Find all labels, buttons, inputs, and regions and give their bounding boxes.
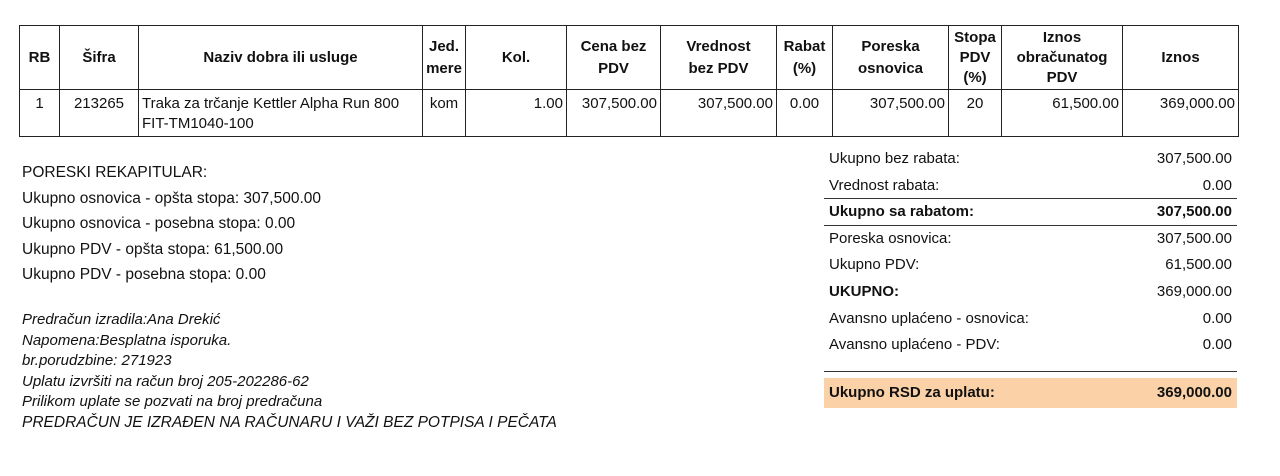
cell-kol: 1.00 [466,90,567,137]
totals-value: 0.00 [1202,309,1232,327]
totals-label: Ukupno PDV: [829,256,920,274]
header-stopa-pdv: Stopa PDV (%) [949,26,1002,90]
cell-rabat: 0.00 [777,90,833,137]
cell-sifra: 213265 [60,90,139,137]
table-header-row [20,26,1239,90]
amount-due-label: Ukupno RSD za uplatu: [829,383,995,401]
validity-note: PREDRAČUN JE IZRAĐEN NA RAČUNARU I VAŽI BEZ POTPISA I PEČATA [22,413,557,431]
totals-value: 307,500.00 [1156,150,1232,167]
note-line: br.porudzbine: 271923 [22,352,172,369]
amount-due-value: 369,000.00 [1156,383,1232,401]
recap-line: Ukupno PDV - posebna stopa: 0.00 [22,266,266,283]
cell-jm: kom [423,90,466,137]
totals-label: Vrednost rabata: [829,176,940,194]
cell-stopa: 20 [949,90,1002,137]
recap-line: Ukupno osnovica - posebna stopa: 0.00 [22,215,296,232]
totals-divider [824,359,1237,372]
header-vrednost: Vrednost bez PDV [661,26,777,90]
recap-title: PORESKI REKAPITULAR: [22,164,208,181]
header-cena: Cena bez PDV [567,26,661,90]
header-naziv: Naziv dobra ili usluge [139,26,423,90]
totals-row [824,306,1237,333]
note-line: Uplatu izvršiti na račun broj 205-202286-62 [22,372,309,390]
totals-row [824,226,1237,253]
header-rb: RB [20,26,60,90]
note-line: Predračun izradila:Ana Drekić [22,311,221,328]
header-poreska-osnovica: Poreska osnovica [833,26,949,90]
note-line: Napomena:Besplatna isporuka. [22,331,232,349]
note-line: Prilikom uplate se pozvati na broj predračuna [22,393,323,410]
totals-row [824,199,1237,226]
header-jed-mere: Jed. mere [423,26,466,90]
totals-row [824,332,1237,359]
totals-value: 307,500.00 [1156,229,1232,247]
totals-row [824,252,1237,279]
totals-value: 307,500.00 [1156,203,1232,221]
recap-line: Ukupno osnovica - opšta stopa: 307,500.00 [22,189,322,207]
header-kol: Kol. [466,26,567,90]
totals-value: 0.00 [1202,336,1232,354]
header-sifra: Šifra [60,26,139,90]
totals-value: 369,000.00 [1156,282,1232,300]
header-iznos-pdv: Iznos obračunatog PDV [1002,26,1123,90]
totals-value: 0.00 [1202,176,1232,194]
cell-iznos: 369,000.00 [1123,90,1239,137]
cell-naziv: Traka za trčanje Kettler Alpha Run 800 FIT-TM1040-100 [139,90,423,137]
totals-row [824,279,1237,306]
totals-row [824,173,1237,200]
cell-cena: 307,500.00 [567,90,661,137]
tax-recap [22,160,321,288]
totals-label: Poreska osnovica: [829,229,952,247]
notes [22,310,557,433]
header-rabat: Rabat (%) [777,26,833,90]
recap-line: Ukupno PDV - opšta stopa: 61,500.00 [22,240,284,258]
items-table [19,25,1239,137]
totals-label: UKUPNO: [829,282,899,300]
cell-rb: 1 [20,90,60,137]
header-iznos: Iznos [1123,26,1239,90]
amount-due [824,378,1237,408]
totals-row [824,146,1237,173]
totals-label: Avansno uplaćeno - osnovica: [829,309,1029,327]
totals-panel [824,146,1237,408]
totals-label: Ukupno bez rabata: [829,150,960,167]
cell-osnovica: 307,500.00 [833,90,949,137]
cell-vrednost: 307,500.00 [661,90,777,137]
totals-label: Avansno uplaćeno - PDV: [829,336,1000,354]
totals-value: 61,500.00 [1165,256,1232,274]
cell-pdv: 61,500.00 [1002,90,1123,137]
totals-label: Ukupno sa rabatom: [829,203,975,221]
table-row [20,90,1239,137]
